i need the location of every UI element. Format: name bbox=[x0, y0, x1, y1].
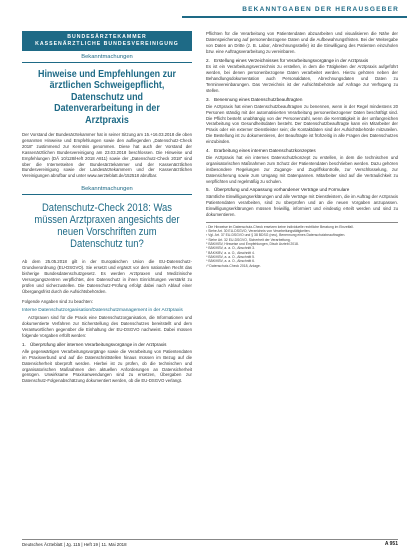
header-rule bbox=[182, 16, 407, 18]
item5-text: Sämtliche Einwilligungserklärungen und alle Verträge mit Dienstleistern, die im Auftrag der Arztpraxis Patientendaten verarbeiten, sind zu überprüfen und an die neuen Vorgaben anzupassen. Einwilligungserklärungen müssen freiwillig, informiert und eindeutig erteilt werden und sind zu dokumentieren. bbox=[206, 194, 398, 217]
page-number: A 951 bbox=[384, 541, 398, 547]
section2-subheading: Interne Datenschutzorganisation/Datenschutzmanagement in der Arztpraxis bbox=[22, 307, 183, 313]
footnote: ⁶ BÄK/KBV, a. a. O., Abschnitt 3. bbox=[206, 246, 255, 251]
item2-text: Es ist ein Verarbeitungsverzeichnis zu erstellen, in dem die Tätigkeiten der Arztpraxis aufgeführt werden, bei denen personenbezogene Daten verarbeitet werden. Hierzu gehören neben der Behandlungsdokumentation auch Personaldaten, Abrechnungsdaten und Daten zu Terminvereinbarungen. Das Verzeichnis ist der Aufsichtsbehörde auf Anfrage zur Verfügung zu stellen. bbox=[206, 64, 398, 94]
footnote: ¹ Die Hinweise im Datenschutz-Check ersetzen keine individuelle rechtliche Beratung im Einzelfall. bbox=[206, 224, 354, 229]
footer-rule bbox=[22, 539, 398, 540]
section2-headline: Datenschutz-Check 2018: Was müssen Arztpraxen angesichts der neuen Vorschriften zum Datenschutz tun? bbox=[34, 202, 180, 251]
journal-citation: Deutsches Ärzteblatt | Jg. 115 | Heft 19 | 11. Mai 2018 bbox=[22, 542, 127, 547]
item4-text: Die Arztpraxis hat ein internes Datenschutzkonzept zu erstellen, in dem die technischen und organisatorischen Maßnahmen zum Schutz der Patientendaten beschrieben werden. Dazu gehören insbesondere Regelungen zur Zugangs- und Zugriffskontrolle, zur Verschlüsselung, zur Datensicherung sowie zum Umgang mit Datenpannen. Mitarbeiter sind auf die Vertraulichkeit zu verpflichten und regelmäßig zu schulen. bbox=[206, 154, 398, 184]
footnote: ⁸ BÄK/KBV, a. a. O., Abschnitt 5. bbox=[206, 254, 255, 259]
organization-band bbox=[22, 31, 192, 51]
section2-paragraph: Arztpraxen sind für die Praxis eine Datenschutzorganisation, die Informationen und dokumentierte Verfahren zur Sicherstellung des Datenschutzes bereitstellt und dem Verantwortlichen gegenüber die Einhaltung der EU-DSGVO nachweist. Dabei müssen folgende Vorgaben erfüllt werden: bbox=[22, 315, 192, 339]
item1-number: 1. bbox=[22, 342, 26, 348]
right-intro-paragraph: Pflichten für die Verarbeitung von Patientendaten abzuarbeiten und visualisieren die Nähe der Datenspeicherung auf personenbezogene Daten und die Aufbewahrungsfristen. Bei der Weitergabe von Daten an Dritte (z. B. Labor, Abrechnungsstelle) ist die Einwilligung des Patienten einzuholen bzw. eine Auftragsverarbeitung zu vereinbaren. bbox=[206, 31, 398, 54]
footnotes bbox=[206, 222, 398, 268]
section1-headline: Hinweise und Empfehlungen zur ärztlichen Schweigepflicht, Datenschutz und Datenverarbeitung in der Arztpraxis bbox=[37, 69, 177, 126]
item2-number: 2. bbox=[206, 57, 210, 63]
org-name-baek: BUNDESÄRZTEKAMMER bbox=[67, 34, 147, 40]
page-header-title: BEKANNTGABEN DER HERAUSGEBER bbox=[242, 6, 399, 13]
divider bbox=[22, 194, 192, 195]
item3-text: Die Arztpraxis hat einen Datenschutzbeauftragten zu benennen, wenn in der Regel mindestens 20 Personen ständig mit der automatisierten Verarbeitung personenbezogener Daten beschäftigt sind. Die Pflicht besteht unabhängig von der Personenzahl, wenn die Kerntätigkeit in der umfangreichen Verarbeitung von Gesundheitsdaten besteht. Der Datenschutzbeauftragte kann ein Mitarbeiter der Praxis oder ein externer Dienstleister sein; die Kontaktdaten sind der Aufsichtsbehörde mitzuteilen. Die Bestellung ist zu dokumentieren, der Beauftragte ist frühzeitig in alle Fragen des Datenschutzes einzubinden. bbox=[206, 103, 398, 145]
section1-lead: Der Vorstand der Bundesärztekammer hat in seiner Sitzung am 15.+16.03.2018 die oben genannten Hinweise und Empfehlungen sowie den aufliegenden „Datenschutz-Check 2018“ zustimmend zur Kenntnis genommen. Diese hat auch der Vorstand der Kassenärztlichen Bundesvereinigung am 23.03.2018 beschlossen. Die Hinweise und Empfehlungen (DÄ 10/128/Heft 2018 A811) sowie der „Datenschutz-Check 2018“ sind über die Internetseiten der Bundesärztekammer und der Kassenärztlichen Bundesvereinigung sowie der Landesärztekammern und der Kassenärztlichen Vereinigungen abrufbar und unter www.aerzteblatt.de/152518 abrufbar. bbox=[22, 132, 192, 179]
footnote: ⁴ Siehe Art. 32 EU-DSGVO, Sicherheit der Verarbeitung. bbox=[206, 237, 291, 242]
footnote: ¹⁰ Datenschutz-Check 2018, Anlage. bbox=[206, 263, 261, 268]
footnote: ² Siehe Art. 30 EU-DSGVO, Verzeichnis von Verarbeitungstätigkeiten. bbox=[206, 229, 311, 234]
item3-heading bbox=[206, 97, 398, 103]
item5-heading bbox=[206, 187, 398, 193]
divider bbox=[22, 62, 192, 63]
footnote: ⁷ BÄK/KBV, a. a. O., Abschnitt 4. bbox=[206, 250, 255, 255]
footnote: ⁹ BÄK/KBV, a. a. O., Abschnitt 6. bbox=[206, 259, 256, 264]
item2-title: Erstellung eines Verzeichnisses für Verarbeitungsvorgänge in der Arztpraxis bbox=[214, 57, 369, 63]
item4-title: Erarbeitung eines internen Datenschutzkonzeptes bbox=[214, 148, 316, 154]
item1-title: Überprüfung aller internen Verarbeitungsvorgänge in der Arztpraxis bbox=[30, 342, 167, 348]
org-name-kbv: KASSENÄRZTLICHE BUNDESVEREINIGUNG bbox=[35, 41, 179, 47]
item4-heading bbox=[206, 148, 398, 154]
section2-intro2: Folgende Angaben sind zu beachten: bbox=[22, 298, 93, 304]
section1-kicker: Bekanntmachungen bbox=[81, 54, 133, 60]
item1-text: Alle gegenwärtigen Verarbeitungsvorgänge sowie die Verarbeitung von Patientendaten im Praxisverbund und auf die Datenschnittstellen hinaus müssen im Bezug auf die Datensicherheit überprüft werden. Hierbei ist zu prüfen, ob die technischen und organisatorischen Maßnahmen den aktuellen Anforderungen an Datensicherheit genügen. Unwirksame Praxisanwendungen sind zu ersetzen, Übergaben zur Datenschutz-Folgenabschätzung dokumentiert werden, ob die EU-DSGVO verlangt. bbox=[22, 348, 192, 384]
item4-number: 4. bbox=[206, 148, 210, 154]
left-column bbox=[22, 31, 192, 384]
item5-number: 5. bbox=[206, 187, 210, 193]
item3-number: 3. bbox=[206, 96, 210, 102]
item5-title: Überprüfung und Anpassung vorhandener Verträge und Formulare bbox=[214, 187, 350, 193]
item3-title: Benennung eines Datenschutzbeauftragten bbox=[214, 96, 303, 102]
right-column bbox=[206, 31, 398, 268]
footnote: ³ Vgl. Art. 37 EU-DSGVO und § 38 BDSG (neu), Benennung eines Datenschutzbeauftragten. bbox=[206, 233, 346, 238]
item1-heading bbox=[22, 342, 192, 348]
section2-intro: Ab dem 25.05.2018 gilt in der Europäischen Union die EU-Datenschutz-Grundverordnung (EU-DSGVO). Sie ersetzt und ergänzt vor dem nationalen Recht das bisherige Bundesdatenschutzgesetz. Es werden Arztpraxen und Medizinische Versorgungszentren verpflichtet, den Datenschutz in ihren Einrichtungen verstärkt zu prüfen und sicherzustellen. Die Datenschutz-Prüfung erfolgt dabei nach Ablauf einer Übergangsfrist durch die Aufsichtsbehörden. bbox=[22, 259, 192, 294]
footnote: ⁵ BÄK/KBV, Hinweise und Empfehlungen, Dtsch Arztebl 2018. bbox=[206, 242, 299, 247]
section2-kicker: Bekanntmachungen bbox=[81, 186, 133, 193]
item2-heading bbox=[206, 58, 398, 64]
